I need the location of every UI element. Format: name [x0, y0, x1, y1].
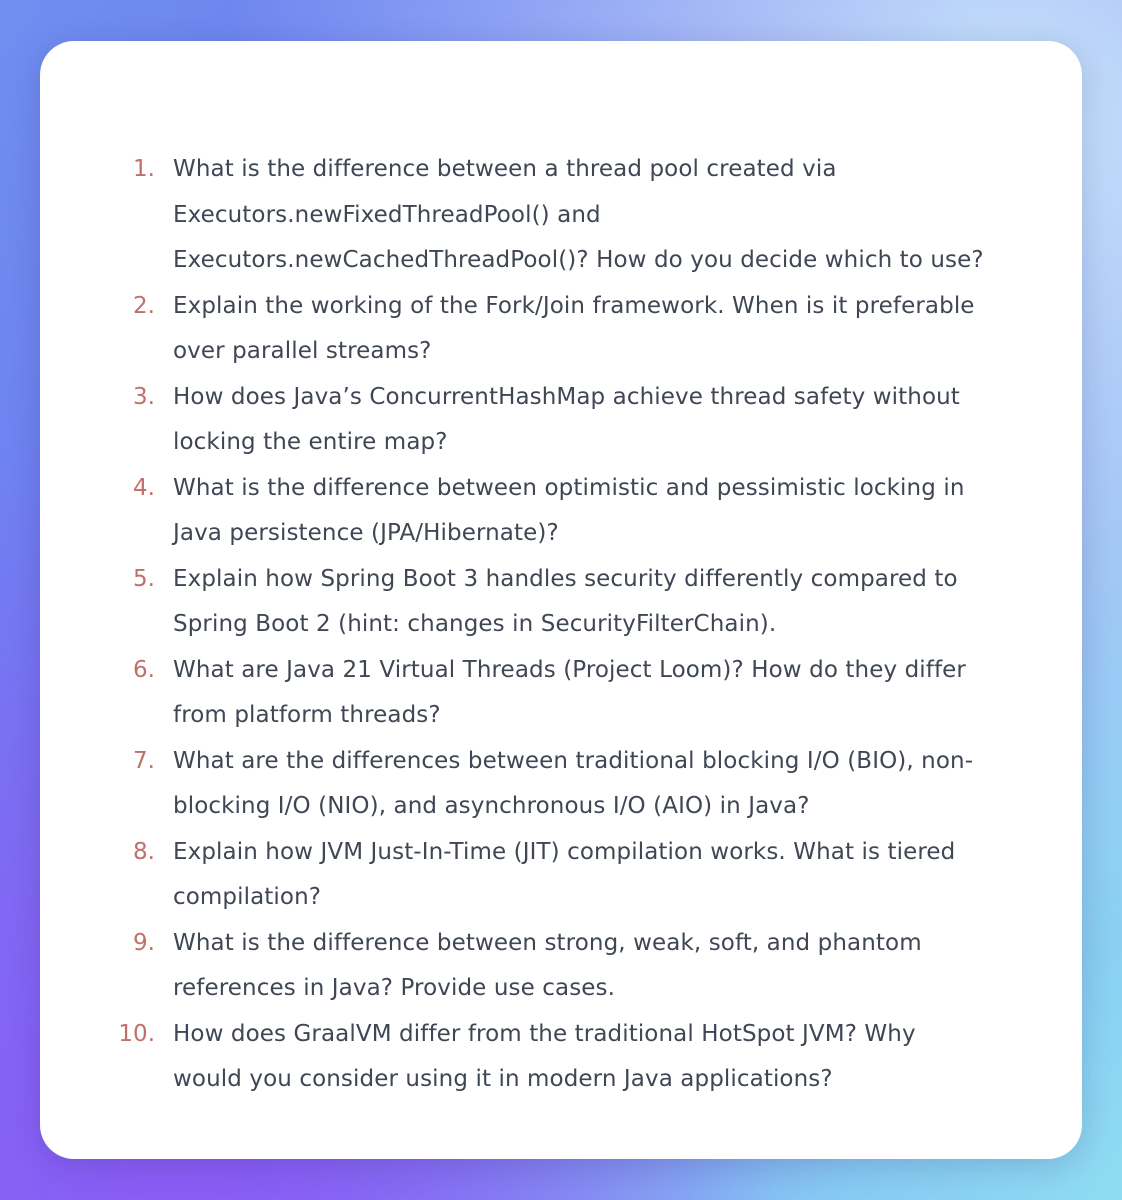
question-list — [40, 147, 1082, 1103]
list-item-text: How does GraalVM differ from the traditional HotSpot JVM? Why — [173, 1020, 916, 1047]
list-item — [40, 830, 1082, 921]
list-item-number: 1. — [133, 156, 155, 182]
list-item-text: Explain how Spring Boot 3 handles security differently compared to — [173, 565, 958, 592]
list-item-number: 7. — [133, 747, 155, 774]
list-item — [40, 921, 1082, 1012]
list-item-number: 9. — [133, 929, 155, 956]
list-item-text: What is the difference between optimistic and pessimistic locking in — [173, 474, 965, 501]
list-item — [40, 375, 1082, 466]
list-item — [40, 739, 1082, 830]
list-item — [40, 648, 1082, 739]
list-item-text: Explain how JVM Just-In-Time (JIT) compilation works. What is tiered — [173, 838, 956, 865]
list-item-text: What is the difference between strong, weak, soft, and phantom — [173, 929, 922, 956]
list-item-text: locking the entire map? — [173, 429, 448, 455]
list-item — [40, 1012, 1082, 1103]
list-item — [40, 284, 1082, 375]
list-item-text: would you consider using it in modern Java applications? — [173, 1066, 833, 1092]
list-item — [40, 466, 1082, 557]
list-item-number: 5. — [133, 565, 155, 592]
list-item-text: What are Java 21 Virtual Threads (Project Loom)? How do they differ — [173, 656, 966, 683]
list-item-text: What are the differences between traditional blocking I/O (BIO), non- — [173, 747, 974, 774]
list-item-text: Executors.newFixedThreadPool() and — [173, 201, 601, 228]
list-item — [40, 147, 1082, 284]
list-item-text: blocking I/O (NIO), and asynchronous I/O (AIO) in Java? — [173, 793, 810, 819]
list-item-text: What is the difference between a thread pool created via — [173, 156, 837, 182]
list-item — [40, 557, 1082, 648]
list-item-text: references in Java? Provide use cases. — [173, 975, 616, 1001]
content-card — [40, 41, 1082, 1159]
list-item-text: compilation? — [173, 884, 322, 910]
list-item-number: 2. — [133, 292, 155, 319]
list-item-number: 8. — [133, 838, 155, 865]
list-item-text: Explain the working of the Fork/Join framework. When is it preferable — [173, 292, 975, 319]
list-item-text: from platform threads? — [173, 702, 441, 728]
list-item-text: Java persistence (JPA/Hibernate)? — [173, 520, 559, 546]
list-item-number: 4. — [133, 474, 155, 501]
list-item-text: Executors.newCachedThreadPool()? How do you decide which to use? — [173, 247, 984, 273]
list-item-text: Spring Boot 2 (hint: changes in SecurityFilterChain). — [173, 611, 777, 637]
list-item-number: 3. — [133, 383, 155, 410]
list-item-number: 6. — [133, 656, 155, 683]
list-item-text: How does Java’s ConcurrentHashMap achieve thread safety without — [173, 383, 960, 410]
list-item-text: over parallel streams? — [173, 338, 432, 364]
list-item-number: 10. — [118, 1020, 155, 1047]
